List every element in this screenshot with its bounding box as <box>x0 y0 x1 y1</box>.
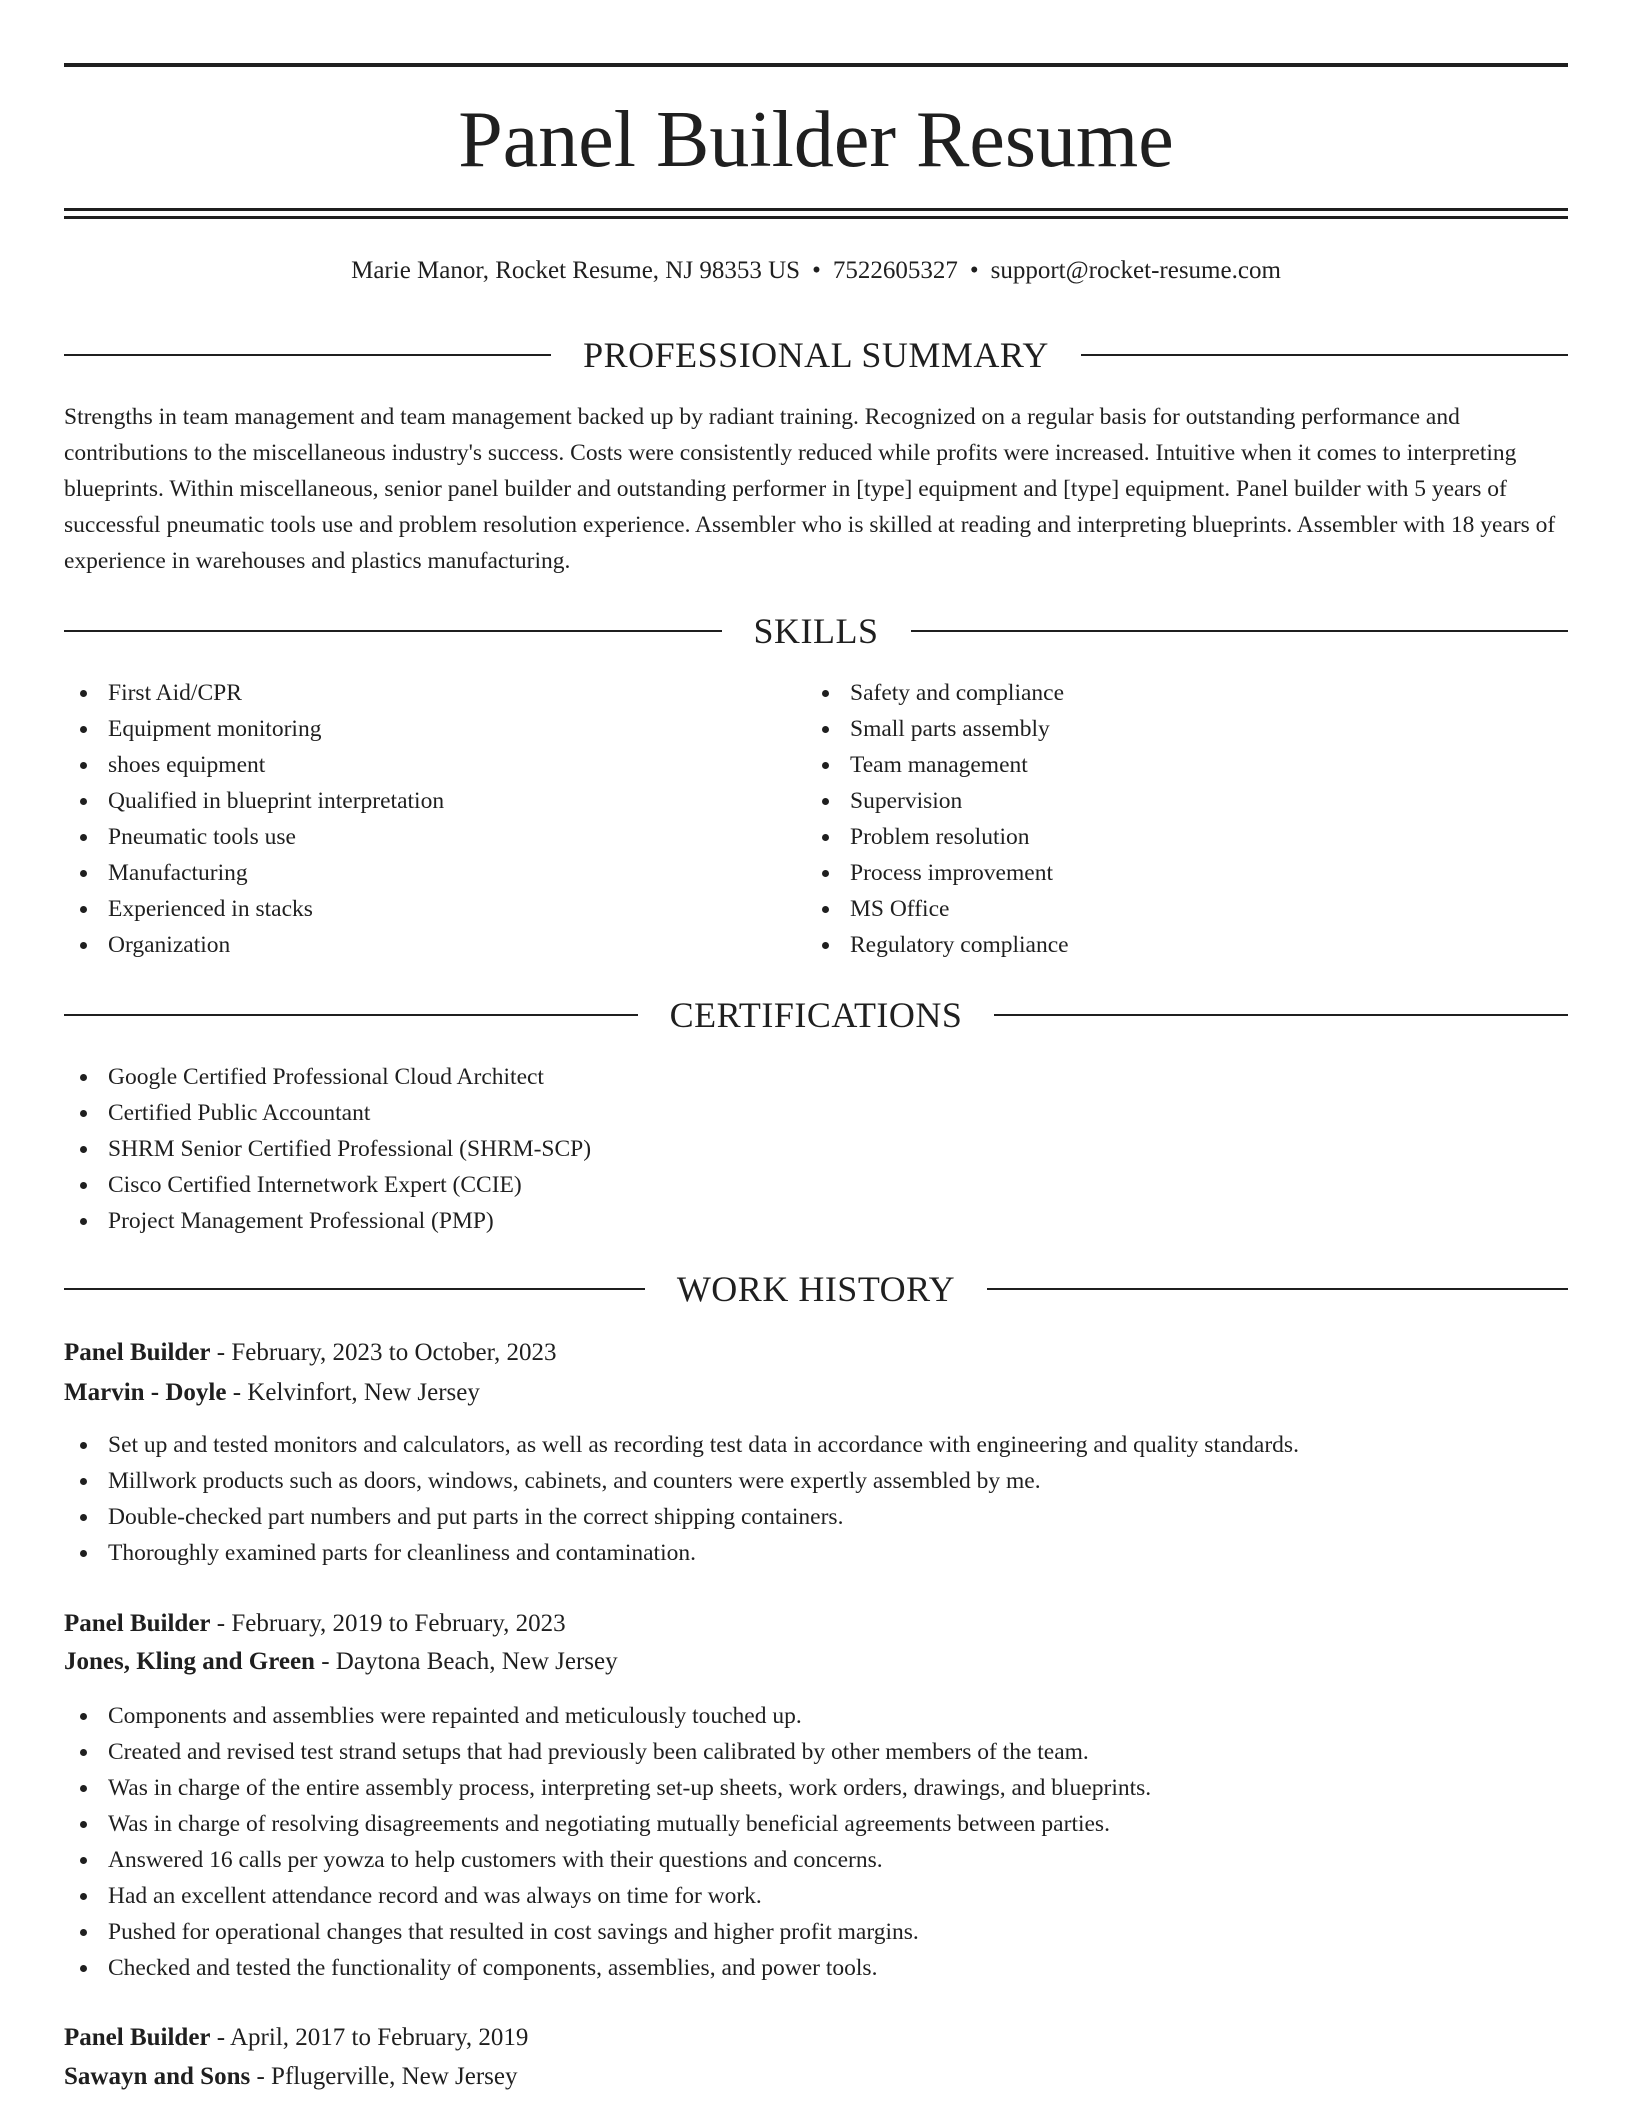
skill-item: Supervision <box>806 783 1506 819</box>
job-company-line <box>64 1644 618 1680</box>
divider <box>64 1288 645 1290</box>
job-duty: Had an excellent attendance record and was always on time for work. <box>64 1878 1564 1914</box>
section-title: WORK HISTORY <box>676 1269 956 1309</box>
contact-line <box>0 254 1632 288</box>
section-title: PROFESSIONAL SUMMARY <box>583 335 1049 375</box>
contact-separator: • <box>969 257 979 284</box>
skill-item: Pneumatic tools use <box>64 819 764 855</box>
certification-item: Certified Public Accountant <box>64 1095 1464 1131</box>
job-company: Jones, Kling and Green <box>64 1648 315 1675</box>
skills-list-right <box>806 675 1506 963</box>
contact-address: Marie Manor, Rocket Resume, NJ 98353 US <box>351 257 801 284</box>
job-title-line <box>64 2020 528 2056</box>
job-company: Marvin - Doyle <box>64 1379 227 1406</box>
summary-text: Strengths in team management and team management backed up by radiant training. Recognized on a regular basis for outstanding performance and contributions to the miscellaneous industry's success. Costs were consistently reduced while profits were increased. Intuitive when it comes to interpreting blueprints. Within miscellaneous, senior panel builder and outstanding performer in [type] equipment and [type] equipment. Panel builder with 5 years of successful pneumatic tools use and problem resolution experience. Assembler who is skilled at reading and interpreting blueprints. Assembler with 18 years of experience in warehouses and plastics manufacturing. <box>64 404 1556 574</box>
skill-item: Process improvement <box>806 855 1506 891</box>
divider <box>911 630 1569 632</box>
section-skills-heading <box>64 609 1568 653</box>
section-work-history-heading <box>64 1267 1568 1311</box>
page-title: Panel Builder Resume <box>458 96 1174 184</box>
contact-separator: • <box>812 257 821 284</box>
job-title: Panel Builder <box>64 2024 211 2051</box>
job-duty: Set up and tested monitors and calculators, as well as recording test data in accordance with engineering and quality standards. <box>64 1427 1564 1463</box>
job-location: - Daytona Beach, New Jersey <box>314 1648 618 1675</box>
job-dates: - April, 2017 to February, 2019 <box>210 2024 529 2051</box>
job-duty: Components and assemblies were repainted and meticulously touched up. <box>64 1698 1564 1734</box>
job-title-line <box>64 1335 556 1371</box>
divider <box>987 1288 1568 1290</box>
job-duties-list <box>64 1698 1564 1986</box>
divider <box>994 1014 1568 1016</box>
contact-email[interactable]: support@rocket-resume.com <box>990 257 1281 284</box>
skill-item: Manufacturing <box>64 855 764 891</box>
skill-item: Qualified in blueprint interpretation <box>64 783 764 819</box>
job-location: - Pflugerville, New Jersey <box>250 2063 518 2090</box>
section-title: SKILLS <box>753 611 879 651</box>
skills-list-left <box>64 675 764 963</box>
divider <box>64 354 551 356</box>
section-certifications-heading <box>64 993 1568 1037</box>
divider <box>1081 354 1568 356</box>
divider <box>64 630 722 632</box>
job-company-line <box>64 2059 518 2095</box>
job-duties-list <box>64 1427 1564 1571</box>
job-dates: - February, 2023 to October, 2023 <box>210 1339 557 1366</box>
section-summary-heading <box>64 333 1568 377</box>
job-duty: Thoroughly examined parts for cleanliness and contamination. <box>64 1535 1564 1571</box>
skill-item: Team management <box>806 747 1506 783</box>
job-duty: Pushed for operational changes that resulted in cost savings and higher profit margins. <box>64 1914 1564 1950</box>
job-duty: Was in charge of resolving disagreements and negotiating mutually beneficial agreements between parties. <box>64 1806 1564 1842</box>
job-duty: Double-checked part numbers and put parts in the correct shipping containers. <box>64 1499 1564 1535</box>
skill-item: Experienced in stacks <box>64 891 764 927</box>
section-title: CERTIFICATIONS <box>669 995 963 1035</box>
skill-item: shoes equipment <box>64 747 764 783</box>
header-rule-1 <box>64 208 1568 211</box>
certifications-list <box>64 1059 1464 1239</box>
job-duty: Millwork products such as doors, windows, cabinets, and counters were expertly assembled by me. <box>64 1463 1564 1499</box>
header-top-rule <box>64 63 1568 67</box>
job-location: - Kelvinfort, New Jersey <box>226 1379 480 1406</box>
header-rule-2 <box>64 216 1568 219</box>
skill-item: Safety and compliance <box>806 675 1506 711</box>
job-duty: Created and revised test strand setups that had previously been calibrated by other members of the team. <box>64 1734 1564 1770</box>
job-duty: Was in charge of the entire assembly process, interpreting set-up sheets, work orders, drawings, and blueprints. <box>64 1770 1564 1806</box>
job-title-line <box>64 1606 566 1642</box>
skill-item: Equipment monitoring <box>64 711 764 747</box>
certification-item: Google Certified Professional Cloud Architect <box>64 1059 1464 1095</box>
job-title: Panel Builder <box>64 1610 211 1637</box>
skill-item: Regulatory compliance <box>806 927 1506 963</box>
job-title: Panel Builder <box>64 1339 211 1366</box>
job-duty: Answered 16 calls per yowza to help customers with their questions and concerns. <box>64 1842 1564 1878</box>
contact-phone: 7522605327 <box>832 257 958 284</box>
skill-item: First Aid/CPR <box>64 675 764 711</box>
certification-item: Cisco Certified Internetwork Expert (CCIE) <box>64 1167 1464 1203</box>
job-company-line <box>64 1375 480 1411</box>
certification-item: Project Management Professional (PMP) <box>64 1203 1464 1239</box>
job-dates: - February, 2019 to February, 2023 <box>210 1610 566 1637</box>
skill-item: MS Office <box>806 891 1506 927</box>
divider <box>64 1014 638 1016</box>
skill-item: Organization <box>64 927 764 963</box>
certification-item: SHRM Senior Certified Professional (SHRM-SCP) <box>64 1131 1464 1167</box>
job-duty: Checked and tested the functionality of components, assemblies, and power tools. <box>64 1950 1564 1986</box>
job-company: Sawayn and Sons <box>64 2063 251 2090</box>
skill-item: Small parts assembly <box>806 711 1506 747</box>
skill-item: Problem resolution <box>806 819 1506 855</box>
